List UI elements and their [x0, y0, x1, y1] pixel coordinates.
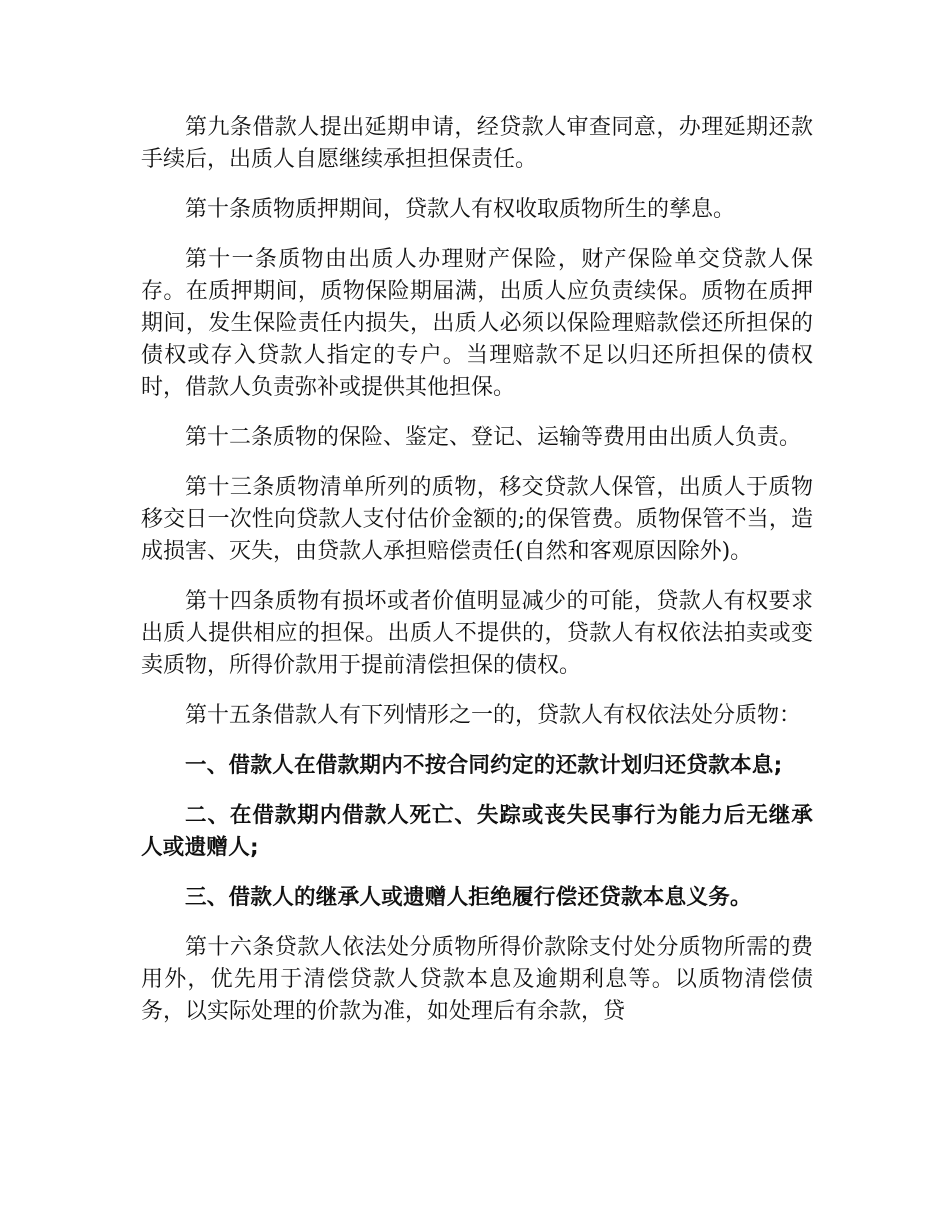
article-10-paragraph: 第十条质物质押期间，贷款人有权收取质物所生的孳息。: [185, 197, 736, 222]
article-16-paragraph: 第十六条贷款人依法处分质物所得价款除支付处分质物所需的费用外，优先用于清偿贷款人贷款本息及逾期利息等。以质物清偿债务，以实际处理的价款为准，如处理后有余款，贷: [141, 935, 813, 1024]
article-15-item-3: 三、借款人的继承人或遗赠人拒绝履行偿还贷款本息义务。: [185, 885, 752, 910]
article-9-paragraph: 第九条借款人提出延期申请，经贷款人审查同意，办理延期还款手续后，出质人自愿继续承担担保责任。: [141, 115, 813, 172]
article-11-paragraph: 第十一条质物由出质人办理财产保险，财产保险单交贷款人保存。在质押期间，质物保险期届满，出质人应负责续保。质物在质押期间，发生保险责任内损失，出质人必须以保险理赔款偿还所担保的债权或存入贷款人指定的专户。当理赔款不足以归还所担保的债权时，借款人负责弥补或提供其他担保。: [141, 247, 813, 400]
article-15-paragraph: 第十五条借款人有下列情形之一的，贷款人有权依法处分质物：: [185, 703, 802, 728]
article-13-paragraph: 第十三条质物清单所列的质物，移交贷款人保管，出质人于质物移交日一次性向贷款人支付估价金额的;的保管费。质物保管不当，造成损害、灭失，由贷款人承担赔偿责任(自然和客观原因除外)。: [141, 475, 813, 564]
document-body: [141, 112, 813, 1046]
article-14-paragraph: 第十四条质物有损坏或者价值明显减少的可能，贷款人有权要求出质人提供相应的担保。出质人不提供的，贷款人有权依法拍卖或变卖质物，所得价款用于提前清偿担保的债权。: [141, 589, 813, 678]
article-15-item-2: 二、在借款期内借款人死亡、失踪或丧失民事行为能力后无继承人或遗赠人;: [141, 803, 813, 860]
article-12-paragraph: 第十二条质物的保险、鉴定、登记、运输等费用由出质人负责。: [185, 425, 802, 450]
article-15-item-1: 一、借款人在借款期内不按合同约定的还款计划归还贷款本息;: [185, 753, 783, 778]
